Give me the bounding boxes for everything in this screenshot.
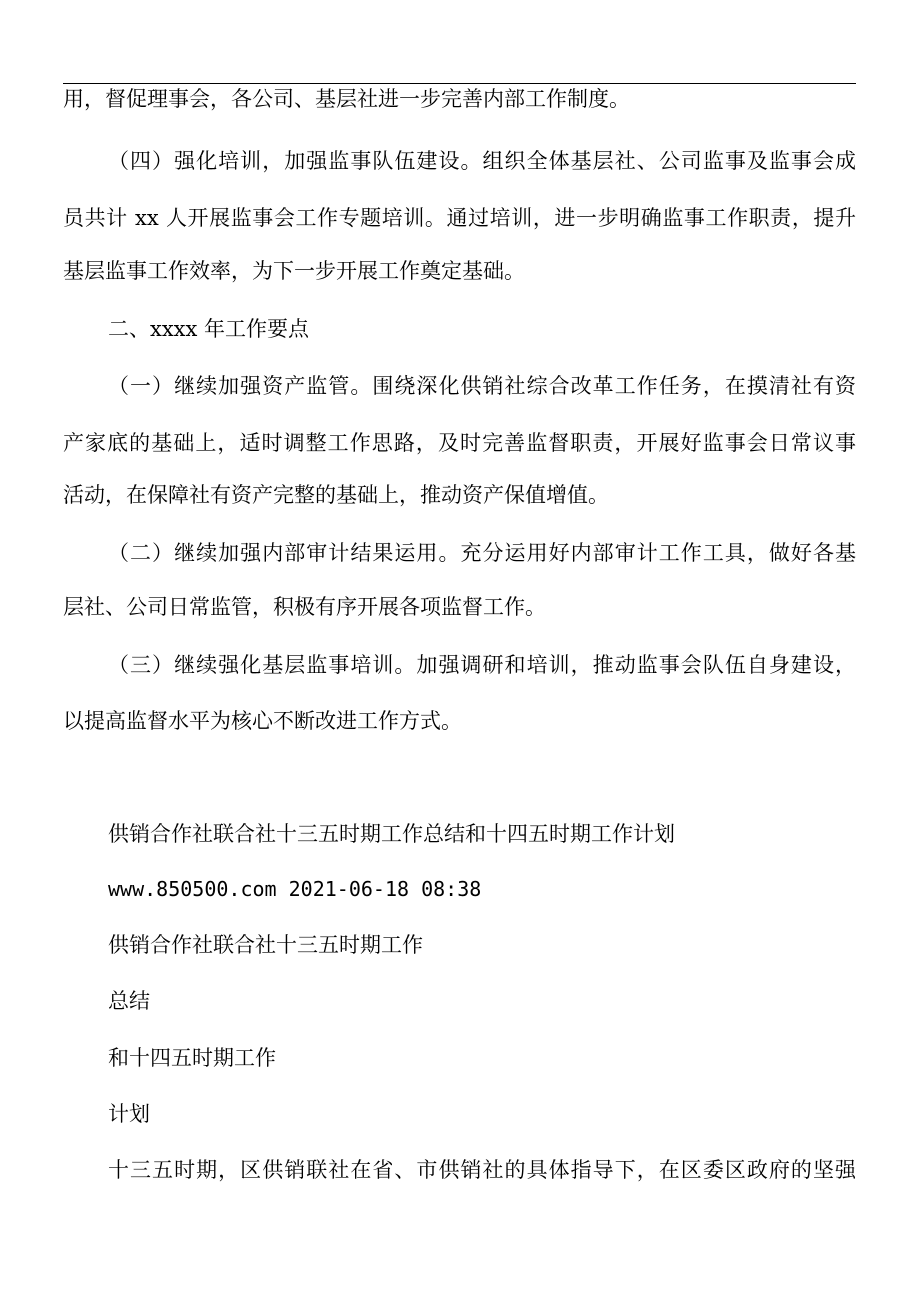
heading-line: 总结 <box>108 989 150 1013</box>
paragraph-line: （三）继续强化基层监事培训。加强调研和培训，推动监事会队伍自身建设， <box>108 653 856 677</box>
heading-line: 计划 <box>108 1102 150 1126</box>
section-heading: 二、xxxx 年工作要点 <box>108 317 310 341</box>
paragraph-line: 产家底的基础上，适时调整工作思路，及时完善监督职责，开展好监事会日常议事 <box>63 431 856 455</box>
paragraph-line: 层社、公司日常监管，积极有序开展各项监督工作。 <box>63 595 546 619</box>
paragraph-line: 活动，在保障社有资产完整的基础上，推动资产保值增值。 <box>63 483 609 507</box>
source-line: www.850500.com 2021-06-18 08:38 <box>108 877 482 901</box>
paragraph-line: （一）继续加强资产监管。围绕深化供销社综合改革工作任务，在摸清社有资 <box>108 374 856 398</box>
paragraph-line: 基层监事工作效率，为下一步开展工作奠定基础。 <box>63 259 525 283</box>
heading-line: 和十四五时期工作 <box>108 1046 276 1070</box>
paragraph-line: 用，督促理事会，各公司、基层社进一步完善内部工作制度。 <box>63 87 630 111</box>
paragraph-line: 员共计 xx 人开展监事会工作专题培训。通过培训，进一步明确监事工作职责，提升 <box>63 206 856 230</box>
body-start-line: 十三五时期，区供销联社在省、市供销社的具体指导下，在区委区政府的坚强 <box>108 1158 856 1182</box>
header-rule <box>63 83 856 84</box>
heading-line: 供销合作社联合社十三五时期工作 <box>108 933 423 957</box>
paragraph-line: （二）继续加强内部审计结果运用。充分运用好内部审计工作工具，做好各基 <box>108 541 856 565</box>
paragraph-line: 以提高监督水平为核心不断改进工作方式。 <box>63 709 462 733</box>
paragraph-line: （四）强化培训，加强监事队伍建设。组织全体基层社、公司监事及监事会成 <box>108 149 856 173</box>
article-title: 供销合作社联合社十三五时期工作总结和十四五时期工作计划 <box>108 822 675 846</box>
